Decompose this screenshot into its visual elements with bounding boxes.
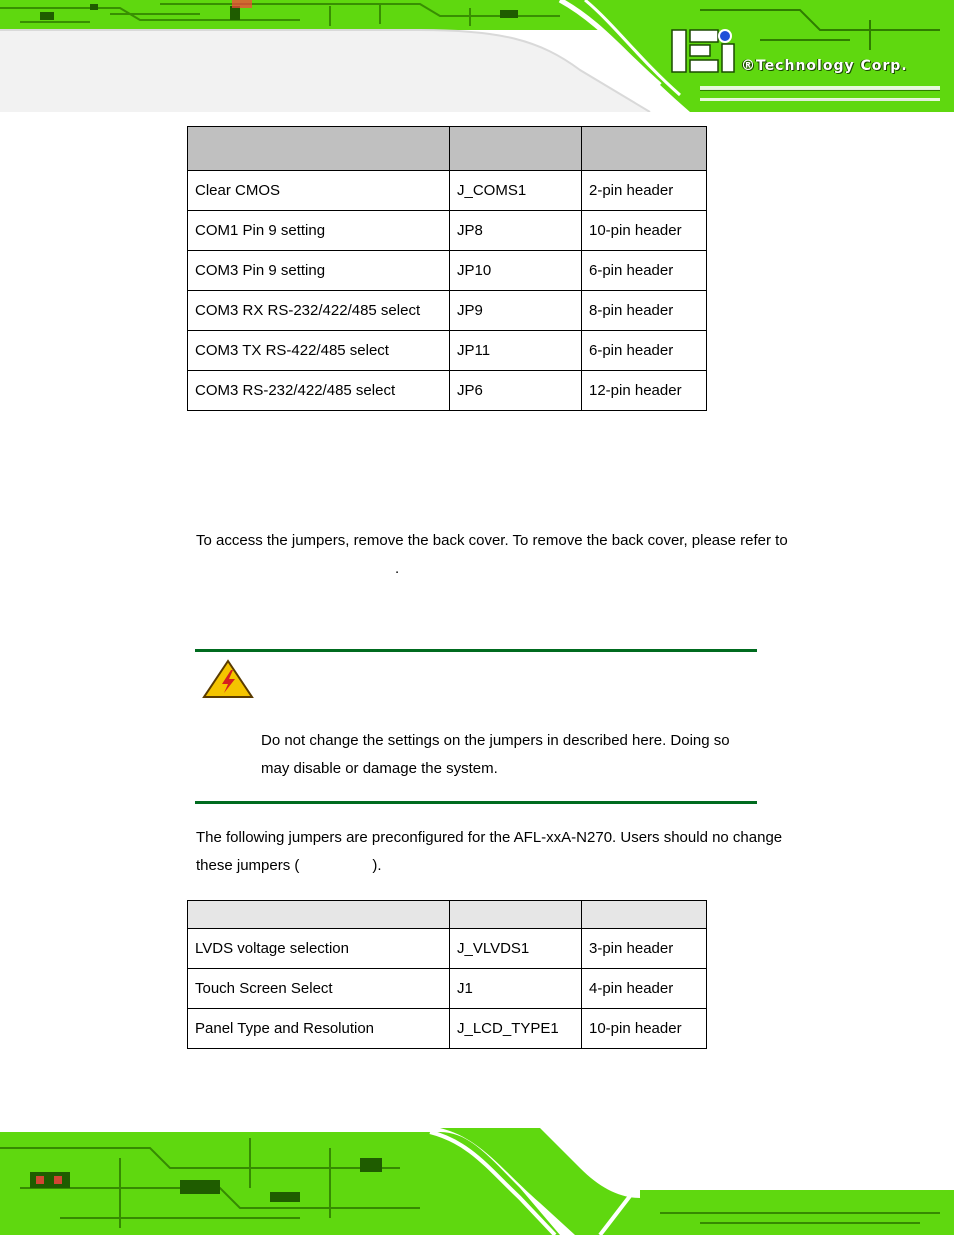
table-header-row <box>188 127 707 171</box>
label-cell: J_VLVDS1 <box>450 929 582 969</box>
label-cell: JP8 <box>450 211 582 251</box>
description-cell: LVDS voltage selection <box>188 929 450 969</box>
label-cell: J1 <box>450 969 582 1009</box>
circuit-board-graphic <box>0 1128 954 1235</box>
table-row <box>188 371 707 411</box>
description-cell: Clear CMOS <box>188 171 450 211</box>
type-cell: 10-pin header <box>582 211 707 251</box>
preconfig-line-2-end: ). <box>372 857 382 874</box>
access-line-2: . <box>395 560 400 577</box>
table-row <box>188 291 707 331</box>
label-cell: J_LCD_TYPE1 <box>450 1009 582 1049</box>
preconfig-line-2-start: these jumpers ( <box>196 857 300 874</box>
header-cell <box>582 127 707 171</box>
preconfig-line-1: The following jumpers are preconfigured for the AFL-xxA-N270. Users should no change <box>196 829 783 846</box>
type-cell: 12-pin header <box>582 371 707 411</box>
table-row <box>188 1009 707 1049</box>
table-row <box>188 171 707 211</box>
table-header-row <box>188 901 707 929</box>
description-cell: Touch Screen Select <box>188 969 450 1009</box>
header-cell <box>188 901 450 929</box>
header-cell <box>582 901 707 929</box>
type-cell: 2-pin header <box>582 171 707 211</box>
header-banner <box>0 0 954 112</box>
header-cell <box>450 127 582 171</box>
footer-banner <box>0 1128 954 1235</box>
description-cell: COM1 Pin 9 setting <box>188 211 450 251</box>
jumper-table <box>187 126 707 411</box>
description-cell: Panel Type and Resolution <box>188 1009 450 1049</box>
warning-triangle-icon <box>202 658 254 700</box>
label-cell: JP10 <box>450 251 582 291</box>
table-row <box>188 211 707 251</box>
preconfig-paragraph <box>196 824 836 880</box>
type-cell: 6-pin header <box>582 331 707 371</box>
table-row <box>188 929 707 969</box>
type-cell: 6-pin header <box>582 251 707 291</box>
table-row <box>188 251 707 291</box>
access-line-1: To access the jumpers, remove the back cover. To remove the back cover, please refer to <box>196 532 788 549</box>
warning-bottom-rule <box>195 801 757 804</box>
table-row <box>188 331 707 371</box>
warning-text: Do not change the settings on the jumpers in described here. Doing so may disable or damage the system. <box>261 732 730 777</box>
access-paragraph <box>196 527 836 583</box>
table-row <box>188 969 707 1009</box>
type-cell: 8-pin header <box>582 291 707 331</box>
label-cell: JP6 <box>450 371 582 411</box>
label-cell: JP9 <box>450 291 582 331</box>
type-cell: 4-pin header <box>582 969 707 1009</box>
label-cell: J_COMS1 <box>450 171 582 211</box>
header-cell <box>450 901 582 929</box>
description-cell: COM3 TX RS-422/485 select <box>188 331 450 371</box>
type-cell: 10-pin header <box>582 1009 707 1049</box>
brand-name: ®Technology Corp. <box>741 58 908 74</box>
description-cell: COM3 RS-232/422/485 select <box>188 371 450 411</box>
description-cell: COM3 RX RS-232/422/485 select <box>188 291 450 331</box>
type-cell: 3-pin header <box>582 929 707 969</box>
description-cell: COM3 Pin 9 setting <box>188 251 450 291</box>
header-cell <box>188 127 450 171</box>
circuit-board-graphic <box>0 0 954 112</box>
preconfig-line-2 <box>196 852 836 880</box>
warning-top-rule <box>195 649 757 652</box>
label-cell: JP11 <box>450 331 582 371</box>
preconfigured-jumper-table <box>187 900 707 1049</box>
